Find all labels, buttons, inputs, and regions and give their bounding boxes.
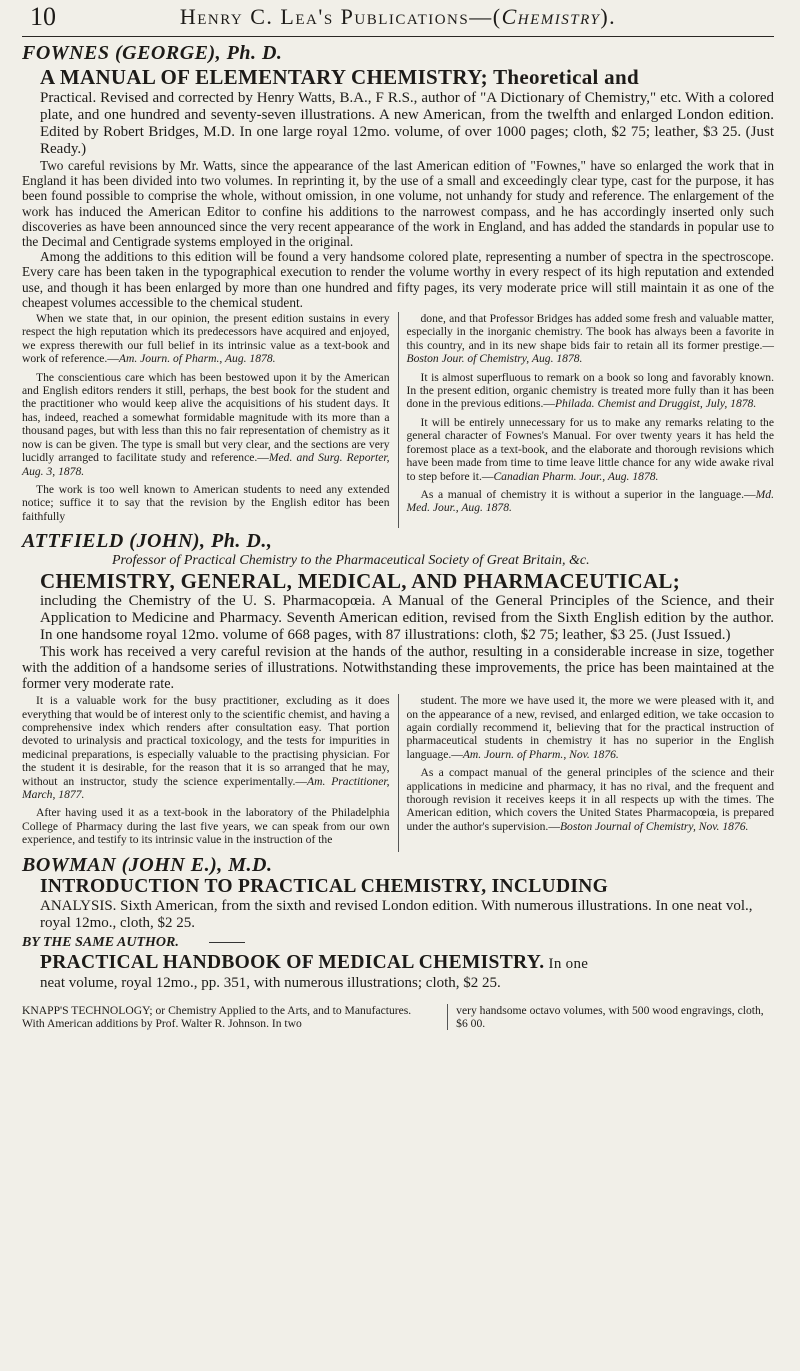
- review-text: After having used it as a text-book in the laboratory of the Philadelphia College of Pharmacy during the last five years, we can speak from our own experience, and testify to its intrinsic value in the instruction of the: [22, 806, 390, 847]
- review-paragraph: [407, 694, 775, 761]
- fownes-para2: Among the additions to this edition will be found a very handsome colored plate, representing a number of spectra in the spectroscope. Every care has been taken in the typographical execution to render the volume worthy in every respect of its high reputation and extended use, and though it has been enlarged by more than one hundred and fifty pages, its very moderate price will still maintain it as one of the cheapest volumes accessible to the chemical student.: [22, 249, 774, 310]
- review-paragraph: [22, 806, 390, 846]
- attfield-subhead: Professor of Practical Chemistry to the Pharmaceutical Society of Great Britain, &c.: [112, 553, 590, 569]
- by-same-author: BY THE SAME AUTHOR.: [22, 934, 774, 952]
- review-source: Med. and Surg. Reporter, Aug. 3, 1878.: [22, 451, 390, 478]
- review-text: done, and that Professor Bridges has added some fresh and valuable matter, especially in the inorganic chemistry. The book has always been a favorite in this country, and in its new shape bids fair to retain all its former prestige.—: [406, 312, 774, 352]
- review-text: The conscientious care which has been bestowed upon it by the American and English editors renders it still, perhaps, the best book for the student and the practitioner who would keep alive the acquisitions of his student days. It has, indeed, reached a somewhat formidable magnitude with its more than a thousand pages, but with less than this no fair representation of chemistry as it now is can be given. The type is small but very clear, and the sections are very lucidly arranged to facilitate study and reference.—: [22, 370, 390, 465]
- attfield-heading: ATTFIELD (JOHN), Ph. D.,: [22, 530, 273, 553]
- running-header: [22, 0, 774, 37]
- divider: [209, 942, 245, 943]
- attfield-title: CHEMISTRY, GENERAL, MEDICAL, AND PHARMACEUTICAL;: [40, 569, 681, 594]
- knapp-right: very handsome octavo volumes, with 500 wood engravings, cloth, $6 00.: [447, 1004, 774, 1031]
- review-paragraph: [407, 766, 775, 833]
- review-paragraph: [22, 694, 390, 801]
- attfield-reviews: [22, 694, 774, 851]
- review-text: It is a valuable work for the busy practitioner, excluding as it does everything that would be of interest only to the scientific chemist, and having a comprehensive index which renders after consultation easy. That portion devoted to urinalysis and practical toxicology, and the tests for impurities in medicinal preparations, is especially valuable to the practising physician. For the student it is desirable, for the reason that it is so arranged that he may, without an instructor, study the science experimentally.—: [22, 694, 390, 788]
- review-text: It is almost superfluous to remark on a book so long and favorably known. In the present edition, organic chemistry is treated more fully than it has been done in the previous editions.—: [406, 370, 774, 411]
- review-source: Philada. Chemist and Druggist, July, 1878.: [554, 397, 757, 411]
- review-text: It will be entirely unnecessary for us to make any remarks relating to the general character of Fownes's Manual. For over twenty years it has held the foremost place as a text-book, and the elaborate and thorough revisions which have been made from time to time leave little chance for any wide awake rival to step before it.—: [406, 415, 774, 483]
- review-text: As a compact manual of the general principles of the science and their applications in medicine and pharmacy, it has no rival, and the frequent and thorough revision it receives keeps it in all respects up with the times. The American edition, which covers the United States Pharmacopœia, is prepared under the author's supervision.—: [406, 766, 774, 833]
- bowman-lead2: neat volume, royal 12mo., pp. 351, with numerous illustrations; cloth, $2 25.: [40, 974, 501, 991]
- knapp-left: KNAPP'S TECHNOLOGY; or Chemistry Applied to the Arts, and to Manufactures. With American additions by Prof. Walter R. Johnson. In two: [22, 1003, 412, 1030]
- review-text: The work is too well known to American students to need any extended notice; suffice it to say that the revision by the English editor has been faithfully: [22, 482, 390, 523]
- attfield-para: This work has received a very careful revision at the hands of the author, resulting in a considerable increase in size, together with the addition of a handsome series of illustrations. Notwithstanding these improvements, the price has been maintained at the former very moderate rate.: [22, 644, 774, 693]
- bowman-title: INTRODUCTION TO PRACTICAL CHEMISTRY, INCLUDING: [40, 875, 609, 897]
- review-paragraph: [22, 371, 390, 478]
- review-paragraph: [22, 483, 390, 523]
- running-head: Henry C. Lea's Publications—(Chemistry).: [179, 4, 617, 29]
- fownes-reviews-right: [398, 312, 775, 528]
- review-paragraph: [407, 416, 775, 483]
- review-source: Am. Practitioner, March, 1877.: [22, 774, 390, 801]
- fownes-lead: Practical. Revised and corrected by Henry Watts, B.A., F R.S., author of "A Dictionary of Chemistry," etc. With a colored plate, and one hundred and seventy-seven illustrations. A new American, from the twelfth and enlarged London edition. Edited by Robert Bridges, M.D. In one large royal 12mo. volume, of over 1000 pages; cloth, $2 75; leather, $3 25. (Just Ready.): [40, 90, 774, 157]
- knapp-notice: [22, 1004, 774, 1031]
- review-source: Canadian Pharm. Jour., Aug. 1878.: [493, 469, 659, 483]
- review-source: Am. Journ. of Pharm., Aug. 1878.: [118, 352, 276, 366]
- bowman-lead: ANALYSIS. Sixth American, from the sixth and revised London edition. With numerous illustrations. In one neat vol., royal 12mo., cloth, $2 25.: [40, 897, 753, 931]
- fownes-para1: Two careful revisions by Mr. Watts, since the appearance of the last American edition of "Fownes," have so enlarged the work that in England it has been divided into two volumes. In reprinting it, by the use of a small and exceedingly clear type, cast for the purpose, it has been found possible to comprise the whole, without omission, in one volume, not unhandy for study and reference. The enlargement of the work has induced the American Editor to confine his additions to the narrowest compass, and he has accordingly inserted only such discoveries as have been announced since the very recent appearance of the work in England, and has added the standards in popular use to the Decimal and Centigrade systems employed in the original.: [22, 158, 774, 250]
- attfield-reviews-left: [22, 694, 390, 851]
- bowman-heading: BOWMAN (JOHN E.), M.D.: [22, 853, 273, 876]
- bowman-title2: PRACTICAL HANDBOOK OF MEDICAL CHEMISTRY. In one: [40, 951, 589, 973]
- attfield-lead: including the Chemistry of the U. S. Pharmacopœia. A Manual of the General Principles of the Science, and their Application to Medicine and Pharmacy. Seventh American edition, revised from the Sixth English edition by the author. In one handsome royal 12mo. volume of 668 pages, with 87 illustrations: cloth, $2 75; leather, $3 25. (Just Issued.): [40, 593, 774, 644]
- review-paragraph: [407, 371, 775, 411]
- review-paragraph: [407, 312, 775, 366]
- review-text: student. The more we have used it, the more we were pleased with it, and on the appearance of a new, revised, and enlarged edition, we take occasion to again cordially recommend it, believing that for the practical instruction of pharmaceutical students in chemistry it has no superior in the English language.—: [406, 694, 774, 761]
- review-source: Md. Med. Jour., Aug. 1878.: [406, 487, 774, 515]
- fownes-reviews-left: [22, 312, 390, 528]
- review-source: Boston Jour. of Chemistry, Aug. 1878.: [406, 352, 583, 366]
- page-number: 10: [30, 2, 56, 31]
- review-paragraph: [407, 488, 775, 515]
- attfield-reviews-right: [398, 694, 775, 851]
- fownes-heading: FOWNES (GEORGE), Ph. D.: [22, 42, 283, 64]
- fownes-title: A MANUAL OF ELEMENTARY CHEMISTRY; Theoretical and: [40, 65, 639, 89]
- review-source: Am. Journ. of Pharm., Nov. 1876.: [462, 747, 619, 761]
- fownes-reviews: [22, 312, 774, 528]
- review-paragraph: [22, 312, 390, 366]
- review-source: Boston Journal of Chemistry, Nov. 1876.: [559, 819, 749, 833]
- review-text: When we state that, in our opinion, the present edition sustains in every respect the high reputation which its predecessors have acquired and enjoyed, we express therewith our full belief in its intrinsic value as a text-book and work of reference.—: [22, 312, 390, 366]
- review-text: As a manual of chemistry it is without a superior in the language.—: [420, 487, 756, 501]
